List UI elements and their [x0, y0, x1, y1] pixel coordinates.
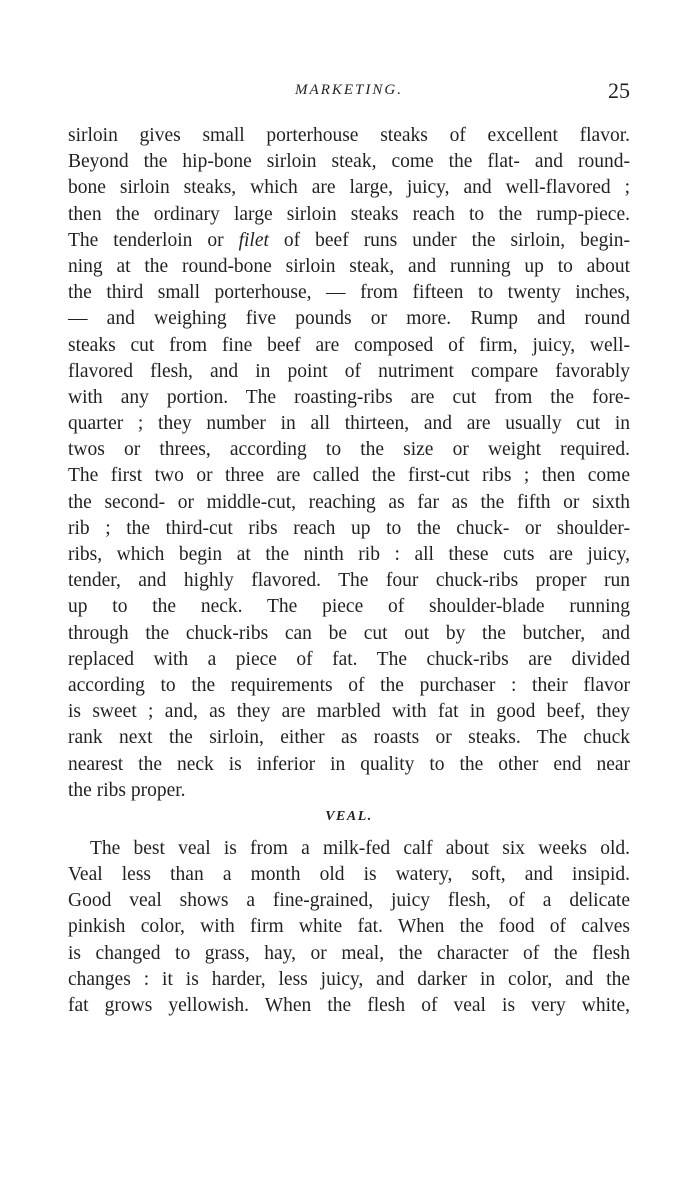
text-line [68, 228, 630, 254]
paragraph-beef-cuts [68, 123, 630, 804]
text-line: fat grows yellowish. When the flesh of veal is very white, [68, 995, 630, 1016]
text-line: ribs, which begin at the ninth rib : all these cuts are juicy, [68, 544, 630, 565]
text-line: Veal less than a month old is watery, soft, and insipid. [68, 864, 630, 886]
text-line: the ribs proper. [68, 779, 186, 801]
text-line: twos or threes, according to the size or weight required. [68, 439, 630, 461]
running-head [68, 78, 630, 108]
text-line: sirloin gives small porterhouse steaks of excellent flavor. [68, 125, 630, 146]
text-line: is sweet ; and, as they are marbled with fat in good beef, they [68, 701, 630, 723]
text-line: the second- or middle-cut, reaching as far as the fifth or sixth [68, 491, 630, 513]
text-line: changes : it is harder, less juicy, and darker in color, and the [68, 968, 630, 990]
page-number: 25 [608, 78, 630, 103]
text-line: Beyond the hip-bone sirloin steak, come the flat- and round- [68, 151, 630, 173]
text-line: — and weighing five pounds or more. Rump and round [68, 308, 630, 330]
text-line: rib ; the third-cut ribs reach up to the chuck- or shoulder- [68, 517, 630, 539]
running-title: MARKETING. [295, 82, 403, 98]
section-heading: VEAL. [325, 808, 373, 824]
text-line: then the ordinary large sirloin steaks reach to the rump-piece. [68, 203, 630, 225]
text-line: The first two or three are called the first-cut ribs ; then come [68, 465, 630, 487]
text-line: nearest the neck is inferior in quality to the other end near [68, 753, 630, 775]
paragraph-veal [68, 836, 630, 1019]
text-line: pinkish color, with firm white fat. When the food of calves [68, 916, 630, 938]
text-line: the third small porterhouse, — from fifteen to twenty inches, [68, 282, 630, 304]
text-line: replaced with a piece of fat. The chuck-ribs are divided [68, 648, 630, 670]
text-line: steaks cut from fine beef are composed of firm, juicy, well- [68, 334, 630, 356]
text-line: through the chuck-ribs can be cut out by the butcher, and [68, 622, 630, 644]
text-line: The best veal is from a milk-fed calf about six weeks old. [90, 837, 630, 859]
text-line: according to the requirements of the purchaser : their flavor [68, 674, 630, 696]
text-line: bone sirloin steaks, which are large, juicy, and well-flavored ; [68, 177, 630, 199]
page-body [68, 123, 630, 1019]
text-line: with any portion. The roasting-ribs are cut from the fore- [68, 386, 630, 408]
italic-term: filet [238, 229, 269, 251]
text-line: ning at the round-bone sirloin steak, and running up to about [68, 255, 630, 277]
text-line: quarter ; they number in all thirteen, and are usually cut in [68, 413, 630, 435]
text-line: Good veal shows a fine-grained, juicy flesh, of a delicate [68, 890, 630, 912]
text-line: flavored flesh, and in point of nutriment compare favorably [68, 360, 630, 382]
text-line: up to the neck. The piece of shoulder-blade running [68, 596, 630, 618]
text-fragment: of beef runs under the sirloin, begin- [268, 229, 630, 251]
text-fragment: The tenderloin or [68, 229, 239, 251]
text-line: is changed to grass, hay, or meal, the character of the flesh [68, 942, 630, 964]
text-line: rank next the sirloin, either as roasts or steaks. The chuck [68, 727, 630, 749]
text-line: tender, and highly flavored. The four chuck-ribs proper run [68, 570, 630, 592]
